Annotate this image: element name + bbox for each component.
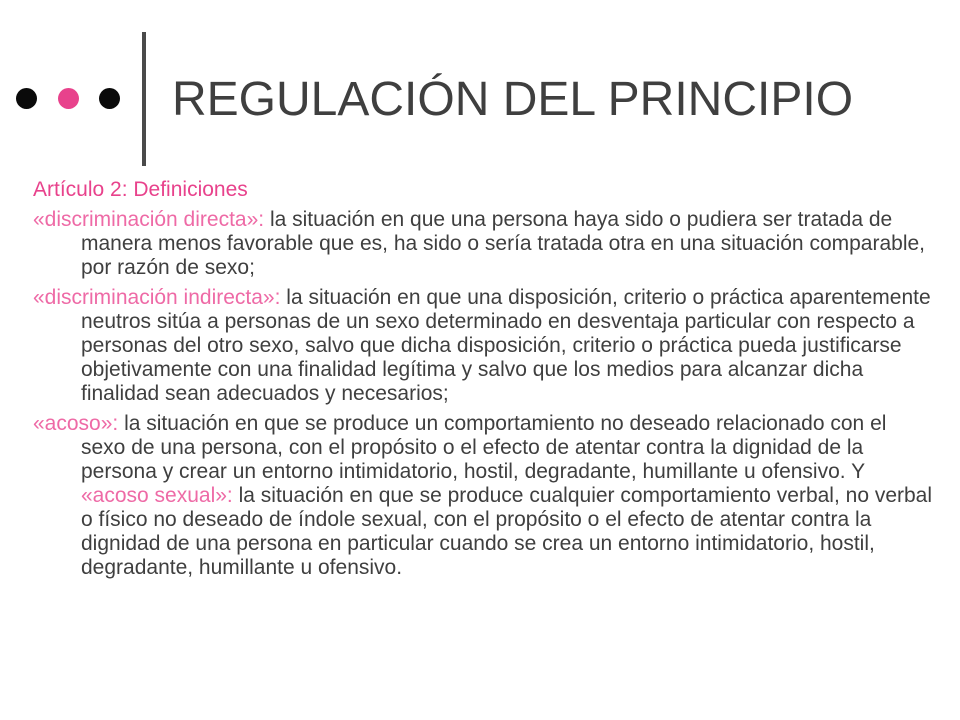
title-divider-line <box>142 32 146 166</box>
slide-content <box>33 178 933 586</box>
slide-title: REGULACIÓN DEL PRINCIPIO <box>172 73 854 126</box>
definition-text: la situación en que se produce un comportamiento no deseado relacionado con el sexo de una persona, con el propósito o el efecto de atentar contra la dignidad de la persona y crear un entorno intimidatorio, hostil, degradante, humillante u ofensivo. Y <box>81 412 887 483</box>
definition-text: la situación en que una persona haya sido o pudiera ser tratada de manera menos favorable que es, ha sido o sería tratada otra en una situación comparable, por razón de sexo; <box>81 208 926 279</box>
pink-dot-icon <box>58 88 79 109</box>
definition-harassment <box>33 412 933 580</box>
definition-indirect-discrimination <box>33 286 933 406</box>
definition-term-sexual-harassment: «acoso sexual»: <box>81 484 233 507</box>
article-heading: Artículo 2: Definiciones <box>33 178 248 201</box>
black-dot-icon <box>16 88 37 109</box>
definition-term: «acoso»: <box>33 412 119 435</box>
definition-direct-discrimination <box>33 208 933 280</box>
definition-text: la situación en que una disposición, criterio o práctica aparentemente neutros sitúa a personas de un sexo determinado en desventaja particular con respecto a personas del otro sexo, salvo que dicha disposición, criterio o práctica pueda justificarse objetivamente con una finalidad legítima y salvo que los medios para alcanzar dicha finalidad sean adecuados y necesarios; <box>81 286 931 405</box>
black-dot-icon <box>99 88 120 109</box>
definition-term: «discriminación directa»: <box>33 208 265 231</box>
definition-term: «discriminación indirecta»: <box>33 286 281 309</box>
definition-text: la situación en que se produce cualquier comportamiento verbal, no verbal o físico no deseado de índole sexual, con el propósito o el efecto de atentar contra la dignidad de una persona en particular cuando se crea un entorno intimidatorio, hostil, degradante, humillante u ofensivo. <box>81 484 933 579</box>
